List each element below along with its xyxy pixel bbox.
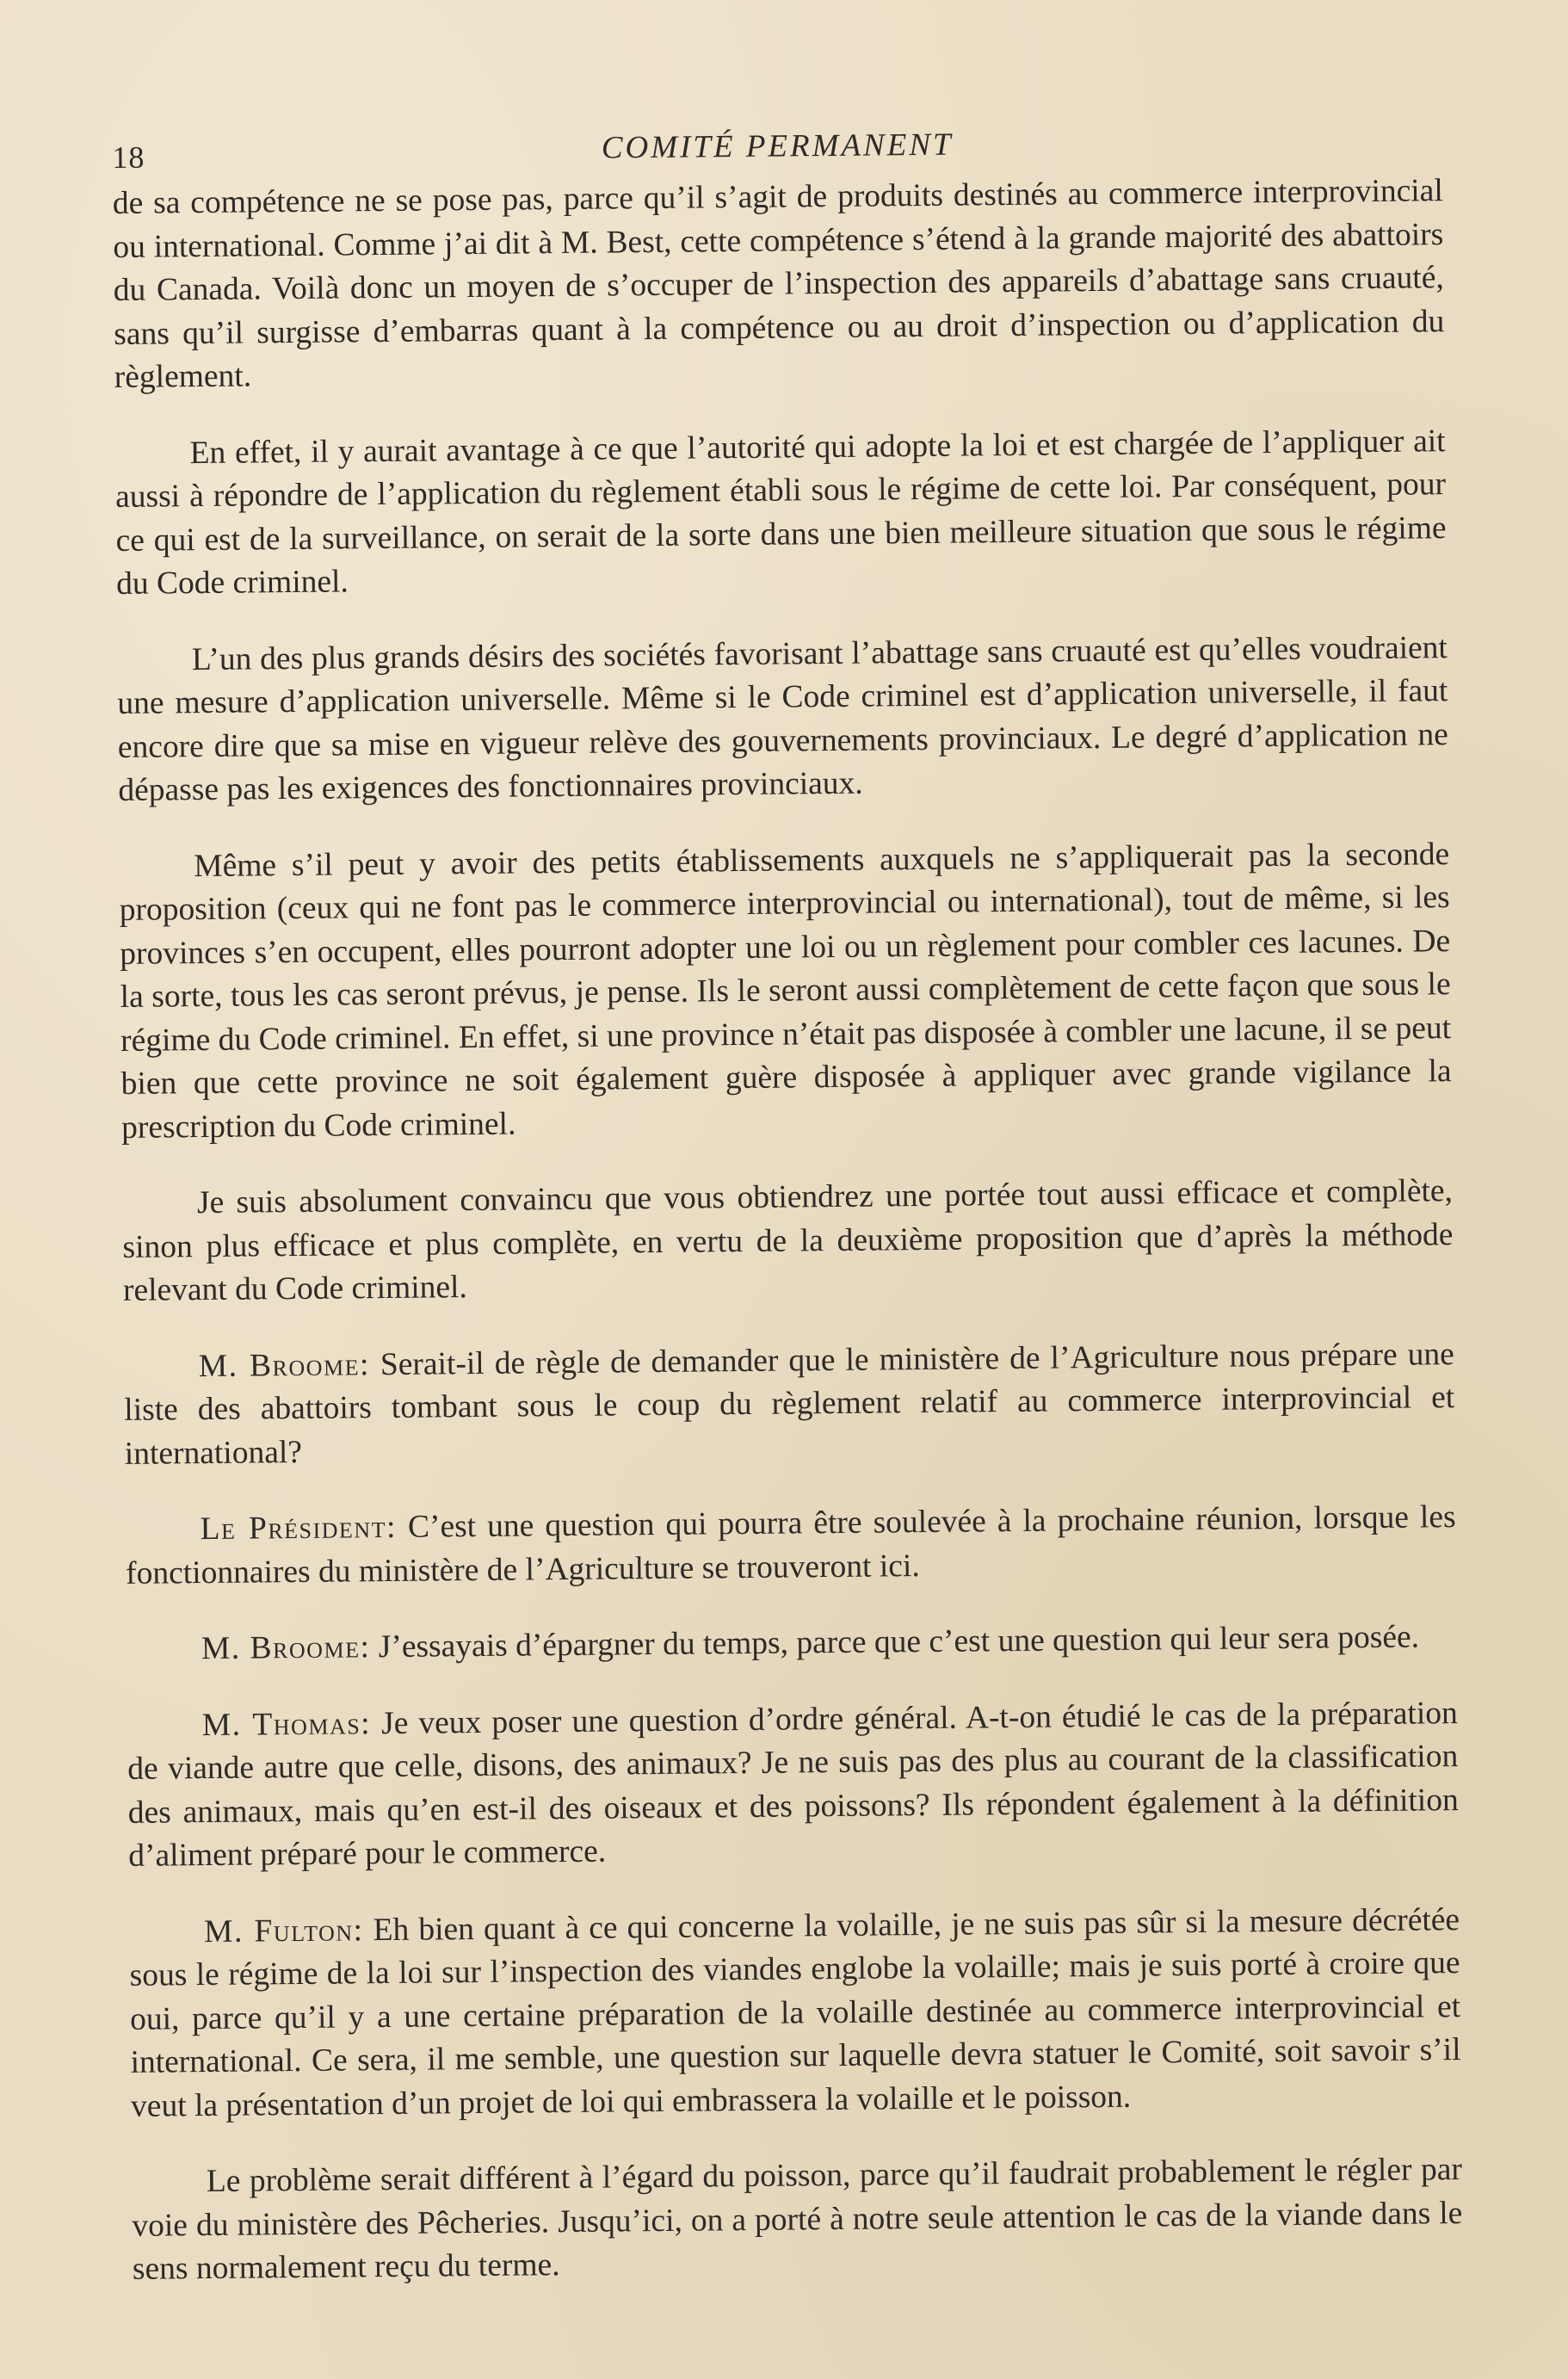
paragraph-text: En effet, il y aurait avantage à ce que l’autorité qui adopte la loi et est chargée de l’appliquer ait aussi à répondre de l’application du règlement établi sous le régime de cette loi. Par conséquent, pour ce qui est de la surveillance, on serait de la sorte dans une bien meilleure situation que sous le régime du Code criminel. <box>114 423 1447 602</box>
running-title: COMITÉ PERMANENT <box>601 127 954 166</box>
paragraph <box>127 1692 1460 1879</box>
paragraph <box>127 1616 1457 1671</box>
page-header <box>112 114 1443 179</box>
paragraph-text: Je veux poser une question d’ordre général. A-t-on étudié le cas de la préparation de viande autre que celle, disons, des animaux? Je ne suis pas des plus au courant de la classification des animaux, mais qu’en est-il des oiseaux et des poissons? Ils répondent également à la définition d’aliment préparé pour le commerce. <box>127 1695 1459 1874</box>
paragraph-text: J’essayais d’épargner du temps, parce que c’est une question qui leur sera posée. <box>370 1619 1420 1665</box>
paragraph-text: Je suis absolument convaincu que vous obtiendrez une portée tout aussi efficace et complète, sinon plus efficace et plus complète, en vertu de la deuxième proposition que d’après la méthode relevant du Code criminel. <box>122 1173 1454 1308</box>
paragraph-text: Eh bien quant à ce qui concerne la volaille, je ne suis pas sûr si la mesure décrétée sous le régime de la loi sur l’inspection des viandes englobe la volaille; mais je suis porté à croire que oui, parce qu’il y a une certaine préparation de la volaille destinée au commerce interprovincial et international. Ce sera, il me semble, une question sur laquelle devra statuer le Comité, soit savoir s’il veut la présentation d’un projet de loi qui embrassera la volaille et le poisson. <box>129 1901 1461 2124</box>
paragraph-text: Serait-il de règle de demander que le ministère de l’Agriculture nous prépare une liste des abattoirs tombant sous le coup du règlement relatif au commerce interprovincial et international? <box>124 1336 1455 1472</box>
speaker-name: M. Thomas: <box>201 1705 372 1743</box>
document-page <box>112 114 1463 2291</box>
speaker-name: M. Fulton: <box>203 1912 364 1950</box>
paragraph-text: de sa compétence ne se pose pas, parce qu’il s’agit de produits destinés au commerce interprovincial ou international. Comme j’ai dit à M. Best, cette compétence s’étend à la grande majorité des abattoirs du Canada. Voilà donc un moyen de s’occuper de l’inspection des appareils d’abattage sans cruauté, sans qu’il surgisse d’embarras quant à la compétence ou au droit d’inspection ou d’application du règlement. <box>112 173 1445 395</box>
page-number: 18 <box>112 139 145 175</box>
speaker-name: Le Président: <box>200 1509 398 1548</box>
paragraph-text: L’un des plus grands désirs des sociétés favorisant l’abattage sans cruauté est qu’elles voudraient une mesure d’application universelle. Même si le Code criminel est d’application universelle, il faut encore dire que sa mise en vigueur relève des gouvernements provinciaux. Le degré d’application ne dépasse pas les exigences des fonctionnaires provinciaux. <box>117 629 1449 808</box>
paragraph <box>114 420 1447 607</box>
paragraph <box>125 1496 1456 1596</box>
paragraph <box>124 1333 1455 1476</box>
body-text <box>113 170 1463 2291</box>
paragraph-text: C’est une question qui pourra être soulevée à la prochaine réunion, lorsque les fonctionnaires du ministère de l’Agriculture se trouveront ici. <box>125 1499 1456 1591</box>
paragraph <box>132 2148 1463 2291</box>
paragraph-text: Le problème serait différent à l’égard du poisson, parce qu’il faudrait probablement le régler par voie du ministère des Pêcheries. Jusqu’ici, on a porté à notre seule attention le cas de la viande dans le sens normalement reçu du terme. <box>132 2152 1463 2287</box>
speaker-name: M. Broome: <box>198 1346 371 1384</box>
speaker-name: M. Broome: <box>201 1629 371 1667</box>
paragraph <box>113 170 1445 399</box>
paragraph-text: Même s’il peut y avoir des petits établissements auxquels ne s’appliquerait pas la seconde proposition (ceux qui ne font pas le commerce interprovincial ou international), tout de même, si les provinces s’en occupent, elles pourront adopter une loi ou un règlement pour combler ces lacunes. De la sorte, tous les cas seront prévus, je pense. Ils le seront aussi complètement de cette façon que sous le régime du Code criminel. En effet, si une province n’était pas disposée à combler une lacune, il se peut bien que cette province ne soit également guère disposée à appliquer avec grande vigilance la prescription du Code criminel. <box>119 836 1452 1146</box>
paragraph <box>122 1170 1454 1313</box>
paragraph <box>119 833 1452 1150</box>
paragraph <box>129 1899 1461 2129</box>
paragraph <box>117 627 1449 813</box>
